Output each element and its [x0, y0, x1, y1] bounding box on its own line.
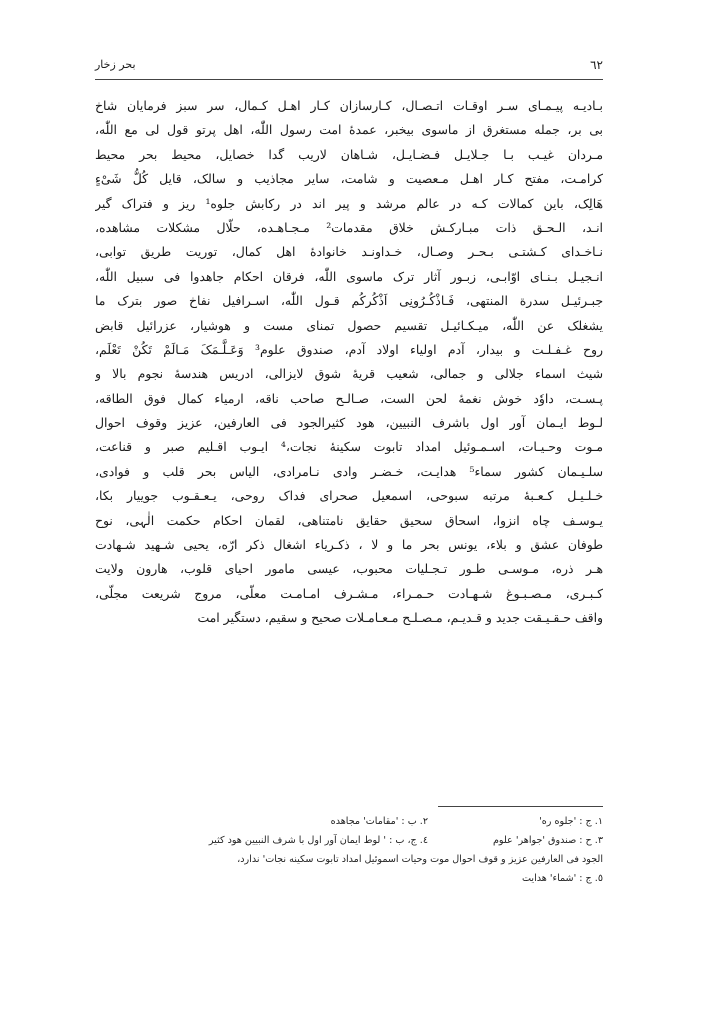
running-title: بحر زخار [95, 58, 136, 71]
footnote-1: ١. ج : 'جلوه ره' [539, 816, 603, 827]
text-line: طوفان عشق و بلاء، یونس بحر ما و لا ، ذکـریاء اشغال ذکر ارّه، یحیی شـهید شـهادت [95, 537, 603, 553]
footnote-2: ٢. ب : 'مقامات' مجاهده [330, 816, 428, 827]
footnote-divider [438, 806, 603, 807]
text-line: پـسـت، داوٗد خوش نغمهٔ لحن الست، صـالـح صاحب ناقه، ارمیاء کمال فوق الطاقه، [95, 390, 603, 406]
text-line: کـبـری، مـصـبـوغ شـهـادت حـمـراء، مـشـرف امـامـت معلّی، مروج شریعت مجلّی، [95, 585, 603, 601]
text-line: نـاخـدای کـشتـی بـحـر وصـال، خـداونـد خانوادهٔ اهل کمال، توریت طریق توابی، [95, 244, 603, 260]
text-line: کرامـت، مفتح کـار اهـل مـعصیت و شامت، سایر مجاذیب و سالک، قایل کُلُّ شَیْ‌ءٍ [95, 171, 603, 187]
text-line: انـد، الـحـق ذات مبـارکـش خلاق مقدمات² مـجـاهـده، حلّال مشکلات مشاهده، [95, 219, 603, 235]
footnote-3: ٣. ح : صندوق 'جواهر' علوم [492, 835, 603, 846]
header-divider [95, 79, 603, 80]
page-number: ٦٢ [590, 58, 603, 72]
text-line: روح غـفـلـت و بیدار، آدم اولیاء اولاد آدم، صندوق علوم³ وَعَـلَّـمَکَ مَـالَمْ تَکُنْ تَعْلَم، [95, 341, 603, 357]
text-line: واقف حـقـیـقت جدید و قـدیـم، مـصـلـح مـعـامـلات صحیح و سقیم، دستگیر امت [197, 610, 603, 626]
text-line: لـوط ایـمان آور اول باشرف النبیین، هود کثیرالجود فی العارفین، عزیز وقوف احوال [95, 415, 603, 431]
page-header [95, 58, 603, 76]
text-line: شیث اسماء جلالی و جمالی، شعیب قریهٔ شوق لایزالی، ادریس هندسهٔ نجوم بالا و [95, 366, 603, 382]
footnote-row [95, 812, 603, 831]
text-line: بـادیـه پیـمـای سـر اوقـات اتـصـال، کـارسازان کـار اهـل کـمال، سر سبز فرمایان شاخ [95, 98, 603, 113]
text-line: هـر ذره، مـوسـی طـور تـجـلیات محبوب، عیسی مامور احیای قلوب، هارون ولایت [95, 561, 603, 577]
text-line: جبـرئیـل سدرة المنتهی، فَـاذْکُـرُونِی اَذْکُرکُم قـول اللّٰه، اسـرافیل نفاخ صور بترک ما [95, 293, 603, 309]
text-line: سلـیـمان کشور سماء⁵ هدایـت، خـضـر وادی نـامرادی، الیاس بحر قلب و فوادی، [95, 463, 603, 479]
text-line: یشغلک عن اللّٰه، میـکـائیـل تقسیم حصول تمنای مست و هوشیار، عزرائیل قابض [95, 317, 603, 333]
text-line: خـلـیـل کـعـبهٔ مرتبه سبوحی، اسمعیل صحرای فداک روحی، یـعـقـوب جوییار بکا، [95, 488, 603, 504]
text-line: یـوسـف چاه انزوا، اسحاق سحیق حقایق نامتناهی، لقمان احکام حکمت الٰہی، نوح [95, 512, 603, 528]
text-line: بی بر، جمله مستغرق از ماسوی بیخبر، عمدهٔ امت رسول اللّٰه، اهل پرتو قول لی مع اللّٰه، [95, 122, 603, 138]
text-line: مـردان غیـب بـا جـلایـل فـضـایـل، شـاهان لاریب گدا خصایل، محیط بحر محیط [95, 146, 603, 162]
footnote-4-continued: الجود فی العارفین عزیز و قوف احوال موت وحیات اسموئیل امداد تابوت سکینه نجات' ندارد، [237, 854, 603, 865]
main-text [95, 94, 603, 631]
footnote-5: ٥. ج : 'شماء' هدایت [522, 873, 603, 884]
text-line: انـجیـل بـنـای اوّابـی، زبـور آثار ترک ماسوی اللّٰه، فرقان احکام جاهدوا فی سبیل اللّٰه، [95, 268, 603, 284]
footnote-4: ٤. ج، ب : ' لوط ایمان آور اول با شرف النبیین هود کثیر [208, 835, 428, 846]
footnotes [95, 812, 603, 888]
footnote-row [95, 831, 603, 850]
text-line: مـوت وحـیـات، اسـمـوئیل امداد تابوت سکینهٔ نجات،⁴ ایـوب اقـلیم صبر و قناعت، [95, 439, 603, 455]
text-line: هَالِک، باین کمالات کـه در عالم مرشد و پیر اند در رکابش جلوه¹ ریز و فتراک گیر [95, 195, 603, 211]
